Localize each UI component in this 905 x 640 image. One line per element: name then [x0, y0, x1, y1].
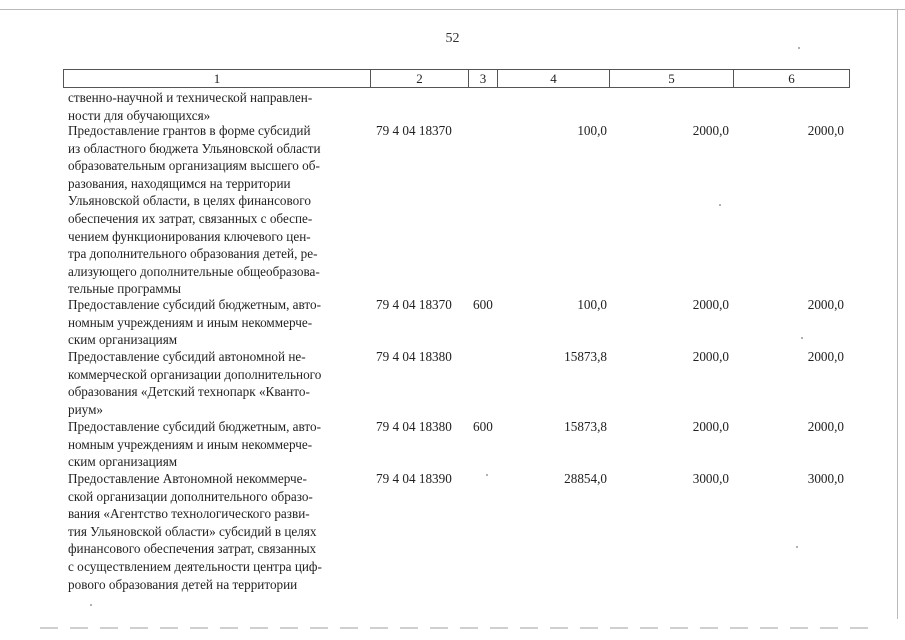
amount-col-6: 2000,0: [807, 123, 844, 138]
scan-speck: [90, 604, 92, 606]
column-header-5: 5: [610, 70, 734, 87]
amount-col-4: 28854,0: [564, 471, 607, 486]
page-top-border: [0, 9, 905, 10]
expense-type: 600: [473, 297, 493, 312]
row-description: Предоставление Автономной некоммерче- ской организации дополнительного образо- вания «Агентство технологического разви- тия Ульяновской области» субсидий в целях финансового обеспечения затрат, связанных с осуществлением деятельности центра циф- рового образования детей на территории: [68, 471, 322, 592]
page-right-border: [897, 9, 898, 619]
column-header-6: 6: [788, 71, 795, 86]
target-code: 79 4 04 18370: [376, 297, 452, 312]
amount-col-4: 15873,8: [564, 419, 607, 434]
target-code: 79 4 04 18380: [376, 419, 452, 434]
table-header: [63, 69, 850, 88]
amount-col-4: 100,0: [577, 123, 607, 138]
target-code: 79 4 04 18380: [376, 349, 452, 364]
scan-bottom-edge: [40, 627, 870, 629]
scan-speck: [796, 546, 798, 548]
amount-col-5: 2000,0: [692, 349, 729, 364]
column-header-2: 2: [371, 70, 469, 87]
row-description: ственно-научной и технической направлен- ности для обучающихся»: [68, 90, 313, 123]
scan-speck: [798, 47, 800, 49]
column-header-4: 4: [498, 70, 610, 87]
target-code: 79 4 04 18370: [376, 123, 452, 138]
row-description: Предоставление грантов в форме субсидий из областного бюджета Ульяновской области образовательным организациям высшего об- разования, находящимся на территории Ульяновской области, в целях финансового обеспечения их затрат, связанных с обеспе- чением функционирования ключевого цен- тра дополнительного образования детей, ре- ализующего дополнительные общеобразова- тельные программы: [68, 123, 321, 297]
scan-speck: [719, 204, 721, 206]
column-header-3: 3: [469, 70, 498, 87]
target-code: 79 4 04 18390: [376, 471, 452, 486]
column-header-1: 1: [64, 70, 371, 87]
row-description: Предоставление субсидий автономной не- коммерческой организации дополнительного образования «Детский технопарк «Кванто- риум»: [68, 349, 322, 417]
amount-col-5: 2000,0: [692, 297, 729, 312]
amount-col-6: 3000,0: [807, 471, 844, 486]
amount-col-6: 2000,0: [807, 349, 844, 364]
row-description: Предоставление субсидий бюджетным, авто- номным учреждениям и иным некоммерче- ским организациям: [68, 419, 321, 470]
amount-col-5: 3000,0: [692, 471, 729, 486]
row-description: Предоставление субсидий бюджетным, авто- номным учреждениям и иным некоммерче- ским организациям: [68, 297, 321, 348]
expense-type: 600: [473, 419, 493, 434]
amount-col-4: 15873,8: [564, 349, 607, 364]
amount-col-6: 2000,0: [807, 297, 844, 312]
amount-col-6: 2000,0: [807, 419, 844, 434]
amount-col-5: 2000,0: [692, 419, 729, 434]
scan-speck: [801, 337, 803, 339]
scan-speck: [486, 474, 488, 476]
amount-col-4: 100,0: [577, 297, 607, 312]
amount-col-5: 2000,0: [692, 123, 729, 138]
page-number: 52: [445, 31, 460, 46]
